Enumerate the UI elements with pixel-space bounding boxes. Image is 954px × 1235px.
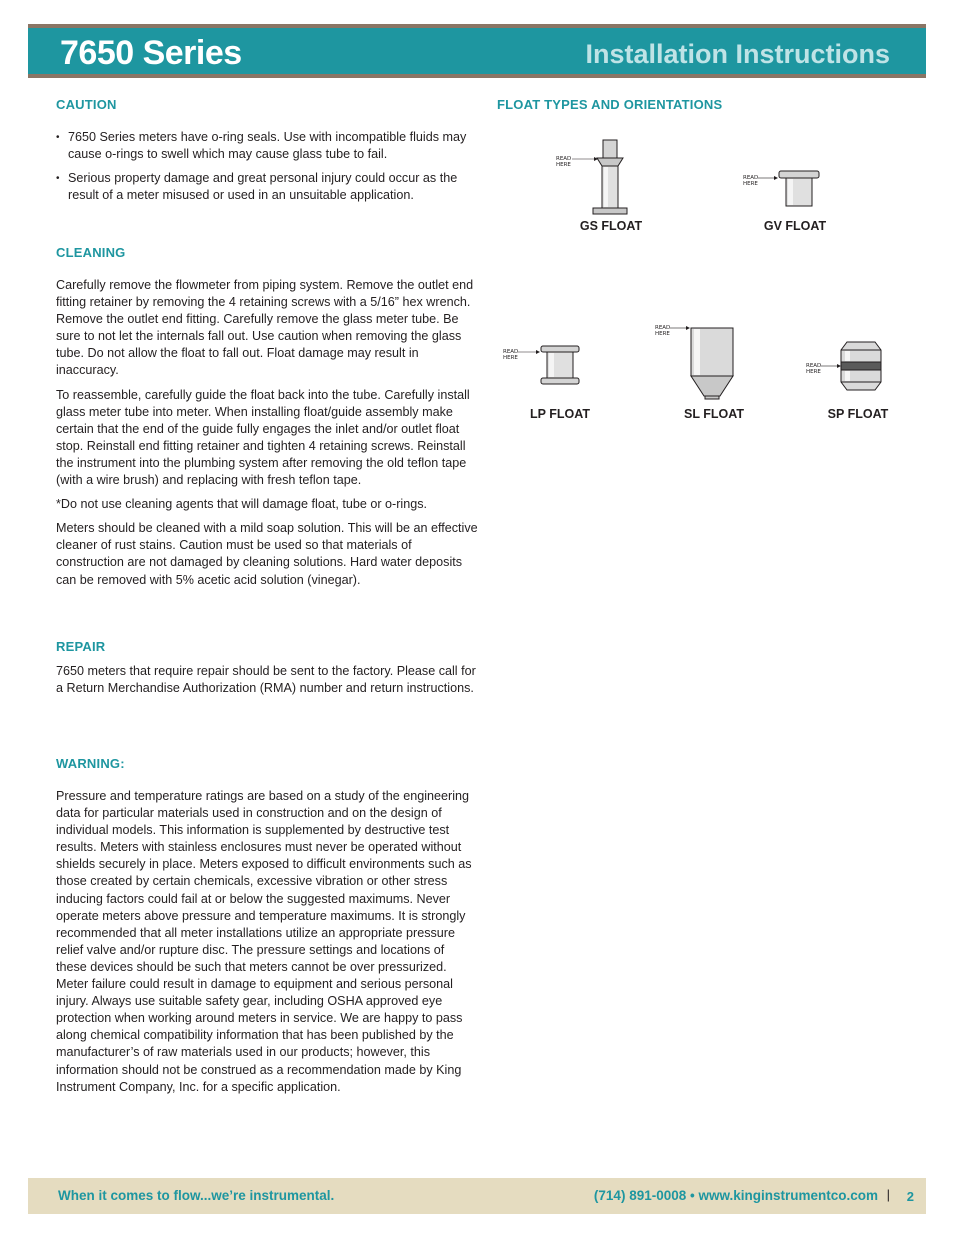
read-here-label: READ <box>655 325 671 331</box>
gv-float-diagram <box>740 165 826 215</box>
cleaning-paragraph: *Do not use cleaning agents that will damage float, tube or o-rings. <box>56 497 428 512</box>
page-header <box>28 24 926 78</box>
footer-tagline: When it comes to flow...we’re instrumental. <box>58 1188 335 1203</box>
repair-heading: REPAIR <box>56 639 106 654</box>
page-footer <box>28 1178 926 1214</box>
gv-float-label: GV FLOAT <box>763 219 827 233</box>
document-title: 7650 Series <box>60 34 242 72</box>
caution-list <box>56 129 478 204</box>
float-types-heading: FLOAT TYPES AND ORIENTATIONS <box>497 97 723 112</box>
cleaning-section <box>56 245 478 596</box>
read-here-label: READ <box>743 175 759 181</box>
read-here-label: HERE <box>503 355 518 361</box>
read-here-label: HERE <box>556 162 571 168</box>
cleaning-paragraph: Meters should be cleaned with a mild soap solution. This will be an effective cleaner of rust stains. Caution must be used so that materials of construction are not damaged by cleaning solutions. Hard water deposits can be removed with 5% acetic acid solution (vinegar). <box>56 521 478 587</box>
cleaning-paragraph: To reassemble, carefully guide the float back into the tube. Carefully install glass meter tube into meter. When installing float/guide assembly make certain that the end of the guide fully engages the inlet and/or outlet float stop. Reinstall end fitting retainer and tighten 4 retaining screws. Reinstall the instrument into the plumbing system after removing the old teflon tape (with a wire brush) and replacing with fresh teflon tape. <box>56 387 470 488</box>
footer-separator: | <box>886 1187 890 1202</box>
read-here-label: READ <box>556 156 572 162</box>
right-column <box>497 97 917 112</box>
document-subtitle: Installation Instructions <box>585 39 890 69</box>
page-number: 2 <box>906 1189 914 1204</box>
read-here-label: HERE <box>655 331 670 337</box>
gs-float-diagram <box>552 136 638 220</box>
read-here-label: HERE <box>806 369 821 375</box>
gs-float-label: GS FLOAT <box>579 219 643 233</box>
warning-paragraph: Pressure and temperature ratings are based on a study of the engineering data for particular materials used in construction and on the design of individual models. This information is supplemented by destructive test results. Meters with stainless enclosures must never be operated without shields securely in place. Meters exposed to difficult environments such as those created by certain chemicals, excessive vibration or other stress inducing factors could fail at or below the suggested maximums. Never operate meters above pressure and temperature maximums. It is strongly recommended that all meter installations utilize an appropriate pressure relief valve and/or rupture disc. The pressure settings and locations of these devices should be such that meters cannot be over pressurized. Meter failure could result in damage to equipment and serious personal injury. Always use suitable safety gear, including OSHA approved eye protection when working around meters in service. We are happy to pass along chemical compatibility information that has been published by the manufacturer’s of raw materials used in our products; however, this information should not be construed as a recommendation made by King Instrument Company, Inc. for a specific application. <box>56 789 472 1094</box>
cleaning-paragraph: Carefully remove the flowmeter from piping system. Remove the outlet end fitting retainer by removing the 4 retaining screws with a 5/16” hex wrench. Remove the outlet end fitting. Carefully remove the glass meter tube. Be sure to not let the internals fall out. Use caution when removing the glass tube. Do not allow the float to fall out. Float damage may result in inaccuracy. <box>56 278 474 378</box>
read-here-label: HERE <box>743 181 758 187</box>
sl-float-label: SL FLOAT <box>684 407 744 421</box>
caution-bullet: • Serious property damage and great personal injury could occur as the result of a meter misused or used in an unsuitable application. <box>68 170 478 204</box>
caution-section <box>56 97 478 211</box>
sp-float-diagram <box>803 338 889 394</box>
caution-bullet: • 7650 Series meters have o-ring seals. Use with incompatible fluids may cause o-rings to swell which may cause glass tube to fail. <box>68 129 478 163</box>
repair-section <box>56 639 478 704</box>
repair-paragraph: 7650 meters that require repair should be sent to the factory. Please call for a Return Merchandise Authorization (RMA) number and return instructions. <box>56 664 476 696</box>
sp-float-label: SP FLOAT <box>827 407 889 421</box>
read-here-label: READ <box>503 349 519 355</box>
warning-section <box>56 756 478 1103</box>
read-here-label: READ <box>806 363 822 369</box>
lp-float-label: LP FLOAT <box>530 407 590 421</box>
lp-float-diagram <box>500 342 586 390</box>
warning-heading: WARNING: <box>56 756 125 771</box>
footer-contact[interactable]: (714) 891-0008 • www.kinginstrumentco.com <box>593 1188 878 1203</box>
sl-float-diagram <box>652 320 738 402</box>
caution-heading: CAUTION <box>56 97 117 112</box>
cleaning-heading: CLEANING <box>56 245 126 260</box>
